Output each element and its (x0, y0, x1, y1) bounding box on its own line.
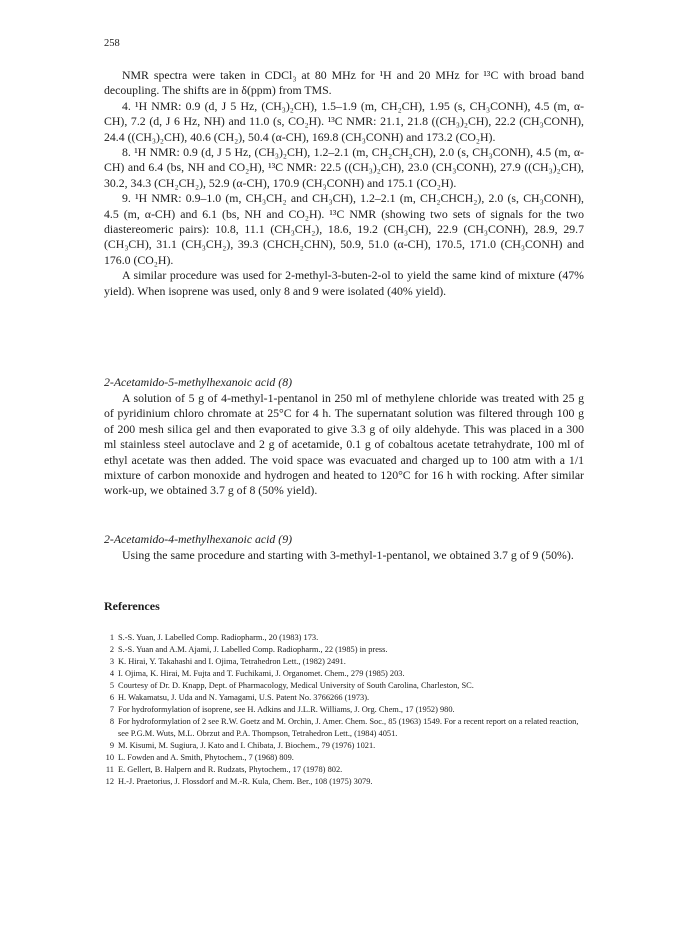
reference-item (104, 764, 584, 776)
reference-item (104, 704, 584, 716)
reference-text: S.-S. Yuan and A.M. Ajami, J. Labelled Comp. Radiopharm., 22 (1985) in press. (118, 645, 388, 654)
reference-text: E. Gellert, B. Halpern and R. Rudzats, Phytochem., 17 (1978) 802. (118, 765, 343, 774)
section-title-compound-8: 2-Acetamido-5-methylhexanoic acid (8) (104, 375, 293, 389)
reference-text: S.-S. Yuan, J. Labelled Comp. Radiopharm., 20 (1983) 173. (118, 633, 319, 642)
reference-item (104, 668, 584, 680)
reference-item (104, 776, 584, 788)
reference-number: 10 (105, 753, 114, 762)
nmr-data-block (104, 68, 584, 299)
reference-number: 6 (109, 693, 114, 702)
section-body-compound-9 (104, 548, 584, 563)
reference-item (104, 752, 584, 764)
reference-number: 5 (109, 681, 114, 690)
reference-number: 12 (105, 777, 114, 786)
section-body-compound-8 (104, 391, 584, 499)
reference-item (104, 680, 584, 692)
reference-text: For hydroformylation of isoprene, see H. Adkins and J.L.R. Williams, J. Org. Chem., 17 (1952) 980. (118, 705, 455, 714)
paragraph-compound-9-procedure: Using the same procedure and starting with 3-methyl-1-pentanol, we obtained 3.7 g of 9 (50%). (122, 548, 574, 562)
reference-number: 1 (109, 633, 114, 642)
paragraph-compound-8-nmr: 8. ¹H NMR: 0.9 (d, J 5 Hz, (CH₃)₂CH), 1.2–2.1 (m, CH₂CH₂CH), 2.0 (s, CH₃CONH), 4.5 (m, α-CH) and 6.4 (bs, NH and CO₂H), ¹³C NMR: 22.5 ((CH₃)₂CH), 23.0 (CH₃CONH), 27.9 ((CH₃)₂CH), 30.2, 34.3 (CH₂CH₂), 52.9 (α-CH), 170.9 (CH₃CONH) and 175.1 (CO₂H). (104, 145, 584, 190)
reference-item (104, 632, 584, 644)
reference-text: L. Fowden and A. Smith, Phytochem., 7 (1968) 809. (118, 753, 294, 762)
paragraph-compound-9-nmr: 9. ¹H NMR: 0.9–1.0 (m, CH₃CH₂ and CH₃CH), 1.2–2.1 (m, CH₂CHCH₂), 2.0 (s, CH₃CONH), 4.5 (m, α-CH) and 6.1 (bs, NH and CO₂H). ¹³C NMR (showing two sets of signals for the two diastereomeric pairs): 10.8, 11.1 (CH₃CH₂), 18.6, 19.2 (CH₃CH), 22.9 (CH₃CONH), 28.9, 29.7 (CH₃CH), 31.1 (CH₃CH₂), 39.3 (CHCH₂CHN), 50.9, 51.0 (α-CH), 170.5, 171.0 (CH₃CONH) and 176.0 (CO₂H). (104, 191, 584, 267)
reference-text: Courtesy of Dr. D. Knapp, Dept. of Pharmacology, Medical University of South Carolina, Charleston, SC. (118, 681, 474, 690)
reference-number: 3 (109, 657, 114, 666)
paragraph-compound-8-procedure: A solution of 5 g of 4-methyl-1-pentanol in 250 ml of methylene chloride was treated with 25 g of pyridinium chloro chromate at 25°C for 4 h. The supernatant solution was filtered through 100 g of 200 mesh silica gel and then evaporated to give 3.3 g of oily aldehyde. This was placed in a 300 ml stainless steel autoclave and 2 g of acetamide, 0.1 g of cobaltous acetate tetrahydrate, 100 ml of ethyl acetate was then added. The void space was evacuated and charged up to 100 atm with a 1/1 mixture of carbon monoxide and hydrogen and heated to 120°C for 16 h with rocking. After similar work-up, we obtained 3.7 g of 8 (50% yield). (104, 391, 584, 498)
reference-text: M. Kisumi, M. Sugiura, J. Kato and I. Chibata, J. Biochem., 79 (1976) 1021. (118, 741, 376, 750)
reference-number: 11 (105, 765, 114, 774)
reference-number: 7 (109, 705, 114, 714)
references-heading: References (104, 599, 160, 613)
paragraph-similar-procedure: A similar procedure was used for 2-methyl-3-buten-2-ol to yield the same kind of mixture (47% yield). When isoprene was used, only 8 and 9 were isolated (40% yield). (104, 268, 584, 298)
section-title-compound-9: 2-Acetamido-4-methylhexanoic acid (9) (104, 532, 293, 546)
reference-number: 9 (109, 741, 114, 750)
reference-list (104, 632, 584, 788)
paragraph-compound-4-nmr: 4. ¹H NMR: 0.9 (d, J 5 Hz, (CH₃)₂CH), 1.5–1.9 (m, CH₂CH), 1.95 (s, CH₃CONH), 4.5 (m, α-CH), 7.2 (d, J 6 Hz, NH) and 11.0 (s, CO₂H). ¹³C NMR: 21.1, 21.8 ((CH₃)₂CH), 22.2 (CH₃CONH), 24.4 ((CH₃)₂CH), 40.6 (CH₂), 50.4 (α-CH), 169.8 (CH₃CONH) and 173.2 (CO₂H). (104, 98, 584, 144)
paragraph-nmr-conditions: NMR spectra were taken in CDCl₃ at 80 MHz for ¹H and 20 MHz for ¹³C with broad band decoupling. The shifts are in δ(ppm) from TMS. (104, 68, 584, 98)
reference-text: H. Wakamatsu, J. Uda and N. Yamagami, U.S. Patent No. 3766266 (1973). (118, 693, 370, 702)
reference-text: I. Ojima, K. Hirai, M. Fujta and T. Fuchikami, J. Organomet. Chem., 279 (1985) 203. (118, 669, 405, 678)
reference-item (104, 692, 584, 704)
reference-item (104, 716, 584, 740)
reference-text: K. Hirai, Y. Takahashi and I. Ojima, Tetrahedron Lett., (1982) 2491. (118, 657, 346, 666)
page-number: 258 (104, 38, 120, 49)
reference-number: 2 (109, 645, 114, 654)
reference-item (104, 644, 584, 656)
reference-number: 8 (109, 717, 114, 726)
reference-number: 4 (109, 669, 114, 678)
reference-item (104, 740, 584, 752)
reference-text: For hydroformylation of 2 see R.W. Goetz and M. Orchin, J. Amer. Chem. Soc., 85 (1963) 1549. For a recent report on a related reaction, see P.G.M. Wuts, M.L. Obrzut and P.A. Thompson, Tetrahedron Lett., (1984) 4051. (118, 717, 579, 738)
reference-text: H.-J. Praetorius, J. Flossdorf and M.-R. Kula, Chem. Ber., 108 (1975) 3079. (118, 777, 373, 786)
reference-item (104, 656, 584, 668)
